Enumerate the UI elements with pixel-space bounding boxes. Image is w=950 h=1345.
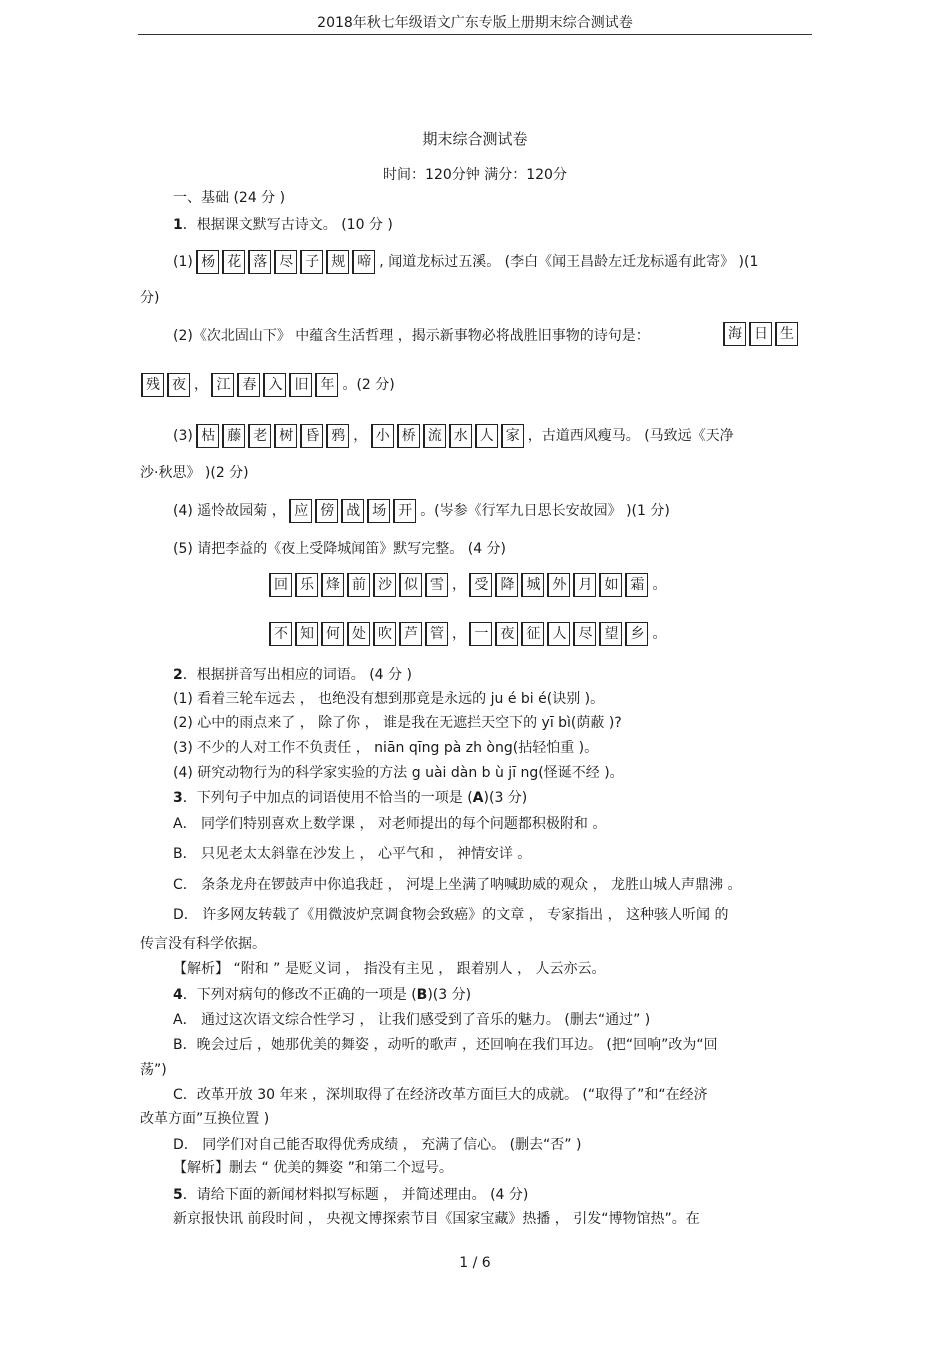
answer-box: 雪: [426, 573, 448, 597]
option-d-cont: 传言没有科学依据。: [140, 936, 266, 952]
answer-box: 藤: [223, 424, 245, 448]
answer-box: 小: [372, 424, 394, 448]
answer-box: 夜: [496, 622, 518, 646]
question-5: 5．请给下面的新闻材料拟写标题 ， 并简述理由。 (4 分): [173, 1187, 529, 1203]
answer-letter: B: [416, 987, 428, 1003]
item-label: (1): [173, 254, 193, 270]
question-number: 5: [173, 1187, 183, 1203]
question-text: 根据课文默写古诗文。 (10 分 ): [196, 217, 393, 233]
answer-box: 芦: [400, 622, 422, 646]
answer-box: 如: [600, 573, 622, 597]
page-number: 1 / 6: [459, 1255, 491, 1271]
answer-box: 乐: [296, 573, 318, 597]
news-material: 新京报快讯 前段时间 ， 央视文博探索节目《国家宝藏》热播 ， 引发“博物馆热”。在: [173, 1211, 700, 1227]
answer-box: 海: [724, 322, 746, 346]
answer-box: 尽: [275, 250, 297, 274]
item-text: ，古道西风瘦马。 (马致远《天净: [527, 428, 734, 444]
running-header: 2018年秋七年级语文广东专版上册期末综合测试卷: [317, 15, 633, 31]
q2-item: (3) 不少的人对工作不负责任 ， niān qīng pà zh òng(拈轻怕重 )。: [173, 740, 599, 756]
answer-box: 知: [296, 622, 318, 646]
answer-box: 乡: [626, 622, 648, 646]
item-text: 。(2 分): [342, 377, 395, 393]
answer-box: 处: [348, 622, 370, 646]
answer-box: 规: [327, 250, 349, 274]
answer-box: 不: [270, 622, 292, 646]
item-label: (4) 遥怜故园菊 ，: [173, 503, 286, 519]
answer-box: 似: [400, 573, 422, 597]
answer-box: 战: [342, 499, 364, 523]
q2-item: (2) 心中的雨点来了 ， 除了你 ， 谁是我在无遮拦天空下的 yī bì(荫蔽 )?: [173, 715, 622, 731]
answer-box: 入: [264, 373, 286, 397]
answer-box: 春: [238, 373, 260, 397]
answer-box: 管: [426, 622, 448, 646]
q1-item-2-boxes-a: [724, 322, 802, 346]
answer-box: 家: [502, 424, 524, 448]
option-a: A． 同学们特别喜欢上数学课 ， 对老师提出的每个问题都积极附和 。: [173, 816, 607, 832]
answer-box: 桥: [398, 424, 420, 448]
q1-item-2: (2)《次北固山下》 中蕴含生活哲理 ，揭示新事物必将战胜旧事物的诗句是：: [173, 328, 650, 344]
question-number: 3: [173, 790, 183, 806]
question-number: 2: [173, 667, 183, 683]
answer-box: 受: [470, 573, 492, 597]
poem-line-2: 不 知 何 处 吹 芦 管 ， 一 夜 征 人 尽 望 乡 。: [270, 622, 666, 646]
time-score-line: 时间：120分钟 满分：120分: [383, 167, 567, 183]
question-number: 1: [173, 217, 183, 233]
q1-item-1-cont: 分): [140, 290, 160, 306]
answer-box: 吹: [374, 622, 396, 646]
answer-box: 人: [548, 622, 570, 646]
answer-box: 傍: [316, 499, 338, 523]
option-d: D． 许多网友转载了《用微波炉烹调食物会致癌》的文章 ， 专家指出 ， 这种骇人听闻 的: [173, 907, 729, 923]
q1-item-1: [173, 250, 758, 274]
answer-box: 人: [476, 424, 498, 448]
option-c: C．改革开放 30 年来 ，深圳取得了在经济改革方面巨大的成就。 (“取得了”和“在经济: [173, 1087, 708, 1103]
answer-box: 生: [776, 322, 798, 346]
answer-box: 啼: [353, 250, 375, 274]
answer-box: 开: [394, 499, 416, 523]
option-b: B．晚会过后 ，她那优美的舞姿 ，动听的歌声 ，还回响在我们耳边。 (把“回响”改为“回: [173, 1037, 718, 1053]
answer-box: 霜: [626, 573, 648, 597]
question-2: 2．根据拼音写出相应的词语。 (4 分 ): [173, 667, 412, 683]
answer-box: 江: [212, 373, 234, 397]
section-basics: 一、基础 (24 分 ): [173, 190, 286, 206]
option-c-cont: 改革方面”互换位置 ): [140, 1111, 270, 1127]
question-4: 4．下列对病句的修改不正确的一项是 (B)(3 分): [173, 987, 472, 1003]
q2-item: (1) 看着三轮车远去 ， 也绝没有想到那竟是永远的 ju é bi é(诀别 )。: [173, 691, 605, 707]
question-3: 3．下列句子中加点的词语使用不恰当的一项是 (A)(3 分): [173, 790, 528, 806]
header-rule: [138, 34, 812, 35]
answer-box: 流: [424, 424, 446, 448]
answer-box: 应: [290, 499, 312, 523]
q2-item: (4) 研究动物行为的科学家实验的方法 g uài dàn b ù jī ng(怪诞不经 )。: [173, 765, 624, 781]
answer-box: 残: [142, 373, 164, 397]
answer-box: 征: [522, 622, 544, 646]
question-1: 1．根据课文默写古诗文。 (10 分 ): [173, 217, 393, 233]
poem-line-1: 回 乐 烽 前 沙 似 雪 ， 受 降 城 外 月 如 霜 。: [270, 573, 666, 597]
analysis: 【解析】删去 “ 优美的舞姿 ”和第二个逗号。: [173, 1160, 453, 1176]
option-d: D． 同学们对自己能否取得优秀成绩 ， 充满了信心。 (删去“否” ): [173, 1137, 582, 1153]
item-text: , 闻道龙标过五溪。 (李白《闻王昌龄左迁龙标遥有此寄》 )(1: [379, 254, 759, 270]
option-a: A． 通过这次语文综合性学习 ， 让我们感受到了音乐的魅力。 (删去“通过” ): [173, 1012, 651, 1028]
answer-box: 沙: [374, 573, 396, 597]
answer-box: 日: [750, 322, 772, 346]
answer-box: 子: [301, 250, 323, 274]
answer-box: 尽: [574, 622, 596, 646]
page-title: 期末综合测试卷: [422, 130, 528, 148]
answer-box: 枯: [197, 424, 219, 448]
answer-box: 一: [470, 622, 492, 646]
answer-box: 何: [322, 622, 344, 646]
q1-item-3-cont: 沙·秋思》 )(2 分): [140, 465, 249, 481]
answer-letter: A: [472, 790, 484, 806]
answer-box: 旧: [290, 373, 312, 397]
answer-boxes: [197, 250, 379, 274]
answer-box: 月: [574, 573, 596, 597]
answer-box: 降: [496, 573, 518, 597]
answer-box: 望: [600, 622, 622, 646]
answer-box: 落: [249, 250, 271, 274]
answer-box: 鸦: [327, 424, 349, 448]
answer-box: 场: [368, 499, 390, 523]
answer-box: 外: [548, 573, 570, 597]
answer-box: 花: [223, 250, 245, 274]
item-label: (3): [173, 428, 193, 444]
q1-item-3: (3) 枯 藤 老 树 昏 鸦 ， 小 桥 流 水 人 家 ，古道西风瘦马。 (马致远《天净: [173, 424, 734, 448]
item-text: 。(岑参《行军九日思长安故园》 )(1 分): [420, 503, 670, 519]
option-c: C． 条条龙舟在锣鼓声中你追我赶 ， 河堤上坐满了呐喊助威的观众 ， 龙胜山城人声鼎沸 。: [173, 877, 742, 893]
answer-box: 昏: [301, 424, 323, 448]
q1-item-2-line2: 残 夜 ， 江 春 入 旧 年 。(2 分): [142, 373, 395, 397]
answer-box: 树: [275, 424, 297, 448]
answer-box: 老: [249, 424, 271, 448]
q1-item-4: [173, 499, 670, 523]
answer-box: 烽: [322, 573, 344, 597]
answer-box: 年: [316, 373, 338, 397]
question-number: 4: [173, 987, 183, 1003]
answer-box: 回: [270, 573, 292, 597]
q1-item-5: (5) 请把李益的《夜上受降城闻笛》默写完整。 (4 分): [173, 541, 507, 557]
answer-box: 夜: [168, 373, 190, 397]
option-b: B． 只见老太太斜靠在沙发上 ， 心平气和 ， 神情安详 。: [173, 846, 532, 862]
answer-box: 城: [522, 573, 544, 597]
answer-box: 杨: [197, 250, 219, 274]
question-text: 根据拼音写出相应的词语。 (4 分 ): [196, 667, 412, 683]
answer-box: 水: [450, 424, 472, 448]
question-text: 请给下面的新闻材料拟写标题 ， 并简述理由。 (4 分): [196, 1187, 529, 1203]
option-b-cont: 荡”): [140, 1062, 167, 1078]
answer-box: 前: [348, 573, 370, 597]
analysis: 【解析】 “附和 ” 是贬义词 ， 指没有主见 ， 跟着别人 ， 人云亦云。: [173, 961, 606, 977]
